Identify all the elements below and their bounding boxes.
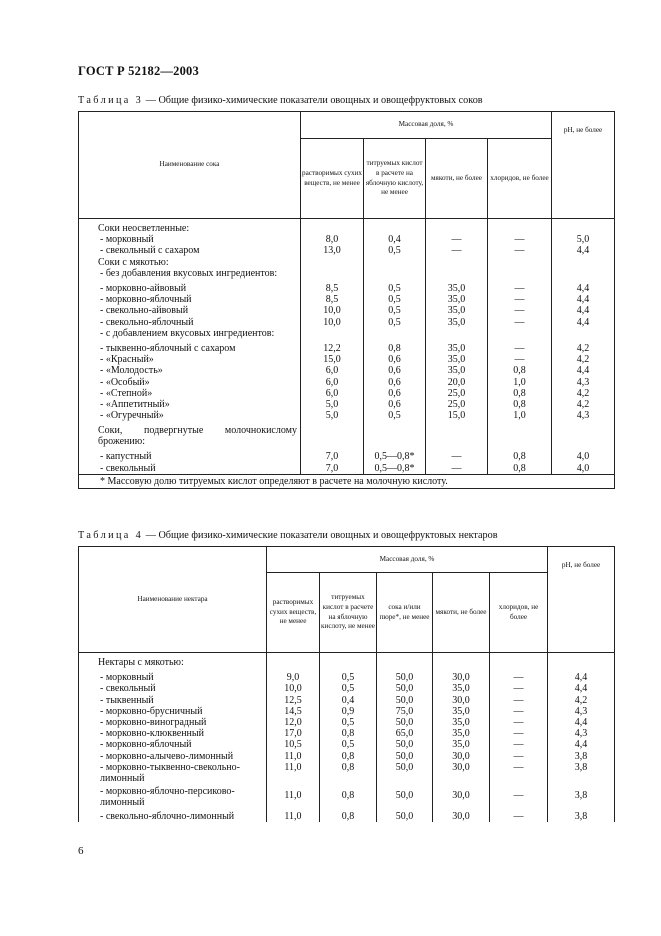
row-name: Нектары с мякотью: <box>79 653 267 669</box>
cell-acids: 0,5 <box>320 672 377 683</box>
cell-solids: 6,0 <box>301 388 364 399</box>
row-name: - морковно-яблочный <box>79 739 267 750</box>
page-number: 6 <box>78 845 84 857</box>
cell-ph: 4,4 <box>552 365 615 376</box>
row-name: - с добавлением вкусовых ингредиентов: <box>79 328 301 339</box>
table-row <box>79 245 615 256</box>
cell-pulp: 30,0 <box>433 672 490 683</box>
cell-solids: 11,0 <box>267 808 320 822</box>
cell-juice: 50,0 <box>377 683 433 694</box>
row-name: - свекольно-айвовый <box>79 305 301 316</box>
cell-acids: 0,4 <box>364 234 426 245</box>
cell-ph: 4,4 <box>552 317 615 328</box>
cell-acids: 0,6 <box>364 354 426 365</box>
cell-chlorides: — <box>490 683 548 694</box>
table-row <box>79 751 615 762</box>
cell-ph: 4,4 <box>548 672 615 683</box>
table-row <box>79 257 615 268</box>
row-name: - без добавления вкусовых ингредиентов: <box>79 268 301 279</box>
row-name: - «Молодость» <box>79 365 301 376</box>
table-row <box>79 305 615 316</box>
row-name: - тыквенно-яблочный с сахаром <box>79 343 301 354</box>
row-name: Соки, подвергнутые молочнокислому брожению: <box>79 421 301 447</box>
table3-header-acids: титруемых кислот в расчете на яблочную кислоту, не менее <box>364 139 426 219</box>
cell-ph: 4,3 <box>548 706 615 717</box>
table-row <box>79 672 615 683</box>
cell-ph: 3,8 <box>548 751 615 762</box>
cell-chlorides: 1,0 <box>488 410 552 421</box>
cell-solids: 10,0 <box>267 683 320 694</box>
cell-ph: 4,4 <box>548 717 615 728</box>
table-row <box>79 784 615 808</box>
table4-header-ph: pH, не более <box>548 547 615 653</box>
row-name: - «Особый» <box>79 377 301 388</box>
table3 <box>78 111 615 489</box>
cell-chlorides: 0,8 <box>488 399 552 410</box>
cell-ph: 3,8 <box>548 808 615 822</box>
cell-solids: 12,0 <box>267 717 320 728</box>
cell-solids: 11,0 <box>267 784 320 808</box>
row-name: - морковно-виноградный <box>79 717 267 728</box>
cell-chlorides: — <box>490 739 548 750</box>
cell-solids: 7,0 <box>301 451 364 462</box>
cell-solids: 8,5 <box>301 294 364 305</box>
cell-pulp: — <box>426 245 488 256</box>
table3-caption <box>78 95 483 106</box>
table-row <box>79 717 615 728</box>
table-row <box>79 268 615 279</box>
table-row <box>79 410 615 421</box>
table4 <box>78 546 615 822</box>
table3-body <box>79 219 615 489</box>
cell-acids: 0,6 <box>364 388 426 399</box>
cell-acids: 0,5—0,8* <box>364 451 426 462</box>
cell-juice: 50,0 <box>377 695 433 706</box>
cell-solids: 6,0 <box>301 377 364 388</box>
cell-solids: 8,0 <box>301 234 364 245</box>
cell-acids: 0,5 <box>364 283 426 294</box>
table-row <box>79 317 615 328</box>
table-row <box>79 695 615 706</box>
cell-pulp: 25,0 <box>426 388 488 399</box>
cell-solids: 12,5 <box>267 695 320 706</box>
cell-acids: 0,5 <box>364 410 426 421</box>
cell-pulp: 35,0 <box>433 717 490 728</box>
table-row <box>79 283 615 294</box>
cell-chlorides: — <box>488 245 552 256</box>
cell-pulp: 30,0 <box>433 808 490 822</box>
table3-header-name: Наименование сока <box>79 112 301 219</box>
cell-ph: 4,3 <box>552 377 615 388</box>
cell-chlorides: — <box>490 762 548 784</box>
cell-chlorides: — <box>488 317 552 328</box>
row-name: - свекольно-яблочно-лимонный <box>79 808 267 822</box>
cell-ph: 4,4 <box>552 245 615 256</box>
cell-solids: 10,0 <box>301 305 364 316</box>
cell-ph: 5,0 <box>552 234 615 245</box>
table-row <box>79 728 615 739</box>
row-name: Соки с мякотью: <box>79 257 301 268</box>
table-row <box>79 343 615 354</box>
cell-juice: 50,0 <box>377 784 433 808</box>
table3-header-ph: pH, не более <box>552 112 615 219</box>
row-name: - свекольный <box>79 463 301 475</box>
cell-pulp: 30,0 <box>433 751 490 762</box>
table-row <box>79 706 615 717</box>
cell-acids: 0,8 <box>320 784 377 808</box>
table3-caption-text: — Общие физико-химические показатели овощных и овощефруктовых соков <box>143 95 483 106</box>
cell-acids: 0,8 <box>364 343 426 354</box>
cell-acids: 0,8 <box>320 762 377 784</box>
cell-solids: 13,0 <box>301 245 364 256</box>
cell-solids: 7,0 <box>301 463 364 475</box>
cell-solids: 9,0 <box>267 672 320 683</box>
table-row <box>79 328 615 339</box>
row-name: - морковно-алычево-лимонный <box>79 751 267 762</box>
cell-chlorides: — <box>490 784 548 808</box>
cell-ph: 4,0 <box>552 451 615 462</box>
table4-body <box>79 653 615 823</box>
table-row <box>79 451 615 462</box>
cell-ph: 4,3 <box>548 728 615 739</box>
cell-pulp: 35,0 <box>426 283 488 294</box>
cell-acids: 0,5 <box>364 245 426 256</box>
cell-acids: 0,4 <box>320 695 377 706</box>
cell-chlorides: — <box>490 808 548 822</box>
cell-pulp: 35,0 <box>426 365 488 376</box>
cell-ph: 4,2 <box>552 354 615 365</box>
cell-pulp: — <box>426 234 488 245</box>
row-name: - морковно-айвовый <box>79 283 301 294</box>
table-row <box>79 399 615 410</box>
cell-pulp: 35,0 <box>426 317 488 328</box>
cell-solids: 14,5 <box>267 706 320 717</box>
cell-juice: 50,0 <box>377 751 433 762</box>
table4-caption-text: — Общие физико-химические показатели овощных и овощефруктовых нектаров <box>143 530 498 541</box>
cell-solids: 11,0 <box>267 751 320 762</box>
cell-pulp: — <box>426 451 488 462</box>
cell-pulp: 35,0 <box>426 294 488 305</box>
row-name: - свекольно-яблочный <box>79 317 301 328</box>
row-name: - «Аппетитный» <box>79 399 301 410</box>
table3-header-chlorides: хлоридов, не более <box>488 139 552 219</box>
cell-juice: 65,0 <box>377 728 433 739</box>
cell-juice: 50,0 <box>377 808 433 822</box>
cell-chlorides: — <box>490 717 548 728</box>
row-name: - «Степной» <box>79 388 301 399</box>
row-name: - тыквенный <box>79 695 267 706</box>
cell-ph: 4,2 <box>552 399 615 410</box>
cell-solids: 5,0 <box>301 410 364 421</box>
row-name: - свекольный с сахаром <box>79 245 301 256</box>
table3-caption-label: Таблица 3 <box>78 95 144 106</box>
cell-pulp: 15,0 <box>426 410 488 421</box>
cell-pulp: 35,0 <box>426 305 488 316</box>
cell-pulp: 35,0 <box>433 683 490 694</box>
cell-pulp: 35,0 <box>433 706 490 717</box>
cell-ph: 3,8 <box>548 784 615 808</box>
row-name: - морковно-клюквенный <box>79 728 267 739</box>
cell-ph: 4,4 <box>552 305 615 316</box>
table4-caption-label: Таблица 4 <box>78 530 144 541</box>
document-header: ГОСТ Р 52182—2003 <box>78 64 199 78</box>
table-row <box>79 377 615 388</box>
cell-acids: 0,5 <box>320 739 377 750</box>
cell-pulp: 35,0 <box>433 739 490 750</box>
table-row <box>79 354 615 365</box>
table4-caption <box>78 530 498 541</box>
cell-solids: 8,5 <box>301 283 364 294</box>
row-name: - морковно-яблочный <box>79 294 301 305</box>
cell-solids: 10,0 <box>301 317 364 328</box>
cell-solids: 11,0 <box>267 762 320 784</box>
cell-pulp: — <box>426 463 488 475</box>
cell-pulp: 30,0 <box>433 762 490 784</box>
cell-juice: 50,0 <box>377 762 433 784</box>
cell-chlorides: — <box>490 728 548 739</box>
cell-pulp: 35,0 <box>433 728 490 739</box>
cell-acids: 0,5 <box>320 717 377 728</box>
cell-acids: 0,8 <box>320 751 377 762</box>
table-row <box>79 388 615 399</box>
row-name: Соки неосветленные: <box>79 219 301 235</box>
table4-header-acids: титруемых кислот в расчете на яблочную кислоту, не менее <box>320 573 377 653</box>
cell-ph: 4,4 <box>552 283 615 294</box>
row-name: - свекольный <box>79 683 267 694</box>
cell-chlorides: 0,8 <box>488 365 552 376</box>
cell-ph: 4,3 <box>552 410 615 421</box>
cell-ph: 4,2 <box>552 343 615 354</box>
table-row <box>79 421 615 447</box>
cell-chlorides: — <box>490 695 548 706</box>
cell-ph: 3,8 <box>548 762 615 784</box>
cell-acids: 0,6 <box>364 377 426 388</box>
cell-acids: 0,6 <box>364 365 426 376</box>
cell-acids: 0,6 <box>364 399 426 410</box>
cell-acids: 0,9 <box>320 706 377 717</box>
cell-chlorides: — <box>490 751 548 762</box>
cell-ph: 4,4 <box>552 294 615 305</box>
table-row <box>79 739 615 750</box>
cell-chlorides: — <box>490 672 548 683</box>
cell-chlorides: — <box>488 305 552 316</box>
table3-header-solids: растворимых сухих веществ, не менее <box>301 139 364 219</box>
row-name: - «Красный» <box>79 354 301 365</box>
row-name: - морковный <box>79 672 267 683</box>
cell-pulp: 35,0 <box>426 354 488 365</box>
cell-acids: 0,8 <box>320 808 377 822</box>
table3-footnote: * Массовую долю титруемых кислот определяют в расчете на молочную кислоту. <box>79 474 615 488</box>
cell-acids: 0,5—0,8* <box>364 463 426 475</box>
table4-header-pulp: мякоти, не более <box>433 573 490 653</box>
cell-pulp: 30,0 <box>433 695 490 706</box>
table-row <box>79 234 615 245</box>
table-row <box>79 653 615 669</box>
cell-juice: 50,0 <box>377 672 433 683</box>
cell-chlorides: — <box>490 706 548 717</box>
cell-solids: 6,0 <box>301 365 364 376</box>
cell-solids: 12,2 <box>301 343 364 354</box>
cell-solids: 17,0 <box>267 728 320 739</box>
cell-chlorides: 1,0 <box>488 377 552 388</box>
cell-chlorides: — <box>488 283 552 294</box>
table4-header-mass-fraction: Массовая доля, % <box>267 547 548 573</box>
table-row <box>79 762 615 784</box>
cell-ph: 4,2 <box>548 695 615 706</box>
table-row <box>79 808 615 822</box>
cell-ph: 4,2 <box>552 388 615 399</box>
cell-chlorides: 0,8 <box>488 388 552 399</box>
cell-acids: 0,5 <box>364 294 426 305</box>
cell-acids: 0,5 <box>364 317 426 328</box>
cell-solids: 10,5 <box>267 739 320 750</box>
row-name: - капустный <box>79 451 301 462</box>
row-name: - морковно-брусничный <box>79 706 267 717</box>
cell-chlorides: — <box>488 234 552 245</box>
table3-header-mass-fraction: Массовая доля, % <box>301 112 552 139</box>
row-name: - морковно-тыквенно-свекольно-лимонный <box>79 762 267 784</box>
cell-pulp: 35,0 <box>426 343 488 354</box>
cell-acids: 0,5 <box>320 683 377 694</box>
cell-ph: 4,4 <box>548 739 615 750</box>
cell-chlorides: — <box>488 343 552 354</box>
cell-ph: 4,4 <box>548 683 615 694</box>
table4-header-juice: сока и/или пюре*, не менее <box>377 573 433 653</box>
cell-chlorides: — <box>488 294 552 305</box>
cell-juice: 75,0 <box>377 706 433 717</box>
cell-solids: 5,0 <box>301 399 364 410</box>
row-name: - «Огуречный» <box>79 410 301 421</box>
cell-pulp: 30,0 <box>433 784 490 808</box>
table4-header-solids: растворимых сухих веществ, не менее <box>267 573 320 653</box>
table3-header-pulp: мякоти, не более <box>426 139 488 219</box>
table-row <box>79 365 615 376</box>
table-row <box>79 219 615 235</box>
cell-chlorides: 0,8 <box>488 463 552 475</box>
cell-pulp: 20,0 <box>426 377 488 388</box>
cell-juice: 50,0 <box>377 739 433 750</box>
cell-acids: 0,8 <box>320 728 377 739</box>
table-row <box>79 294 615 305</box>
row-name: - морковно-яблочно-персиково-лимонный <box>79 784 267 808</box>
cell-juice: 50,0 <box>377 717 433 728</box>
cell-solids: 15,0 <box>301 354 364 365</box>
table4-header-chlorides: хлоридов, не более <box>490 573 548 653</box>
table-row <box>79 463 615 475</box>
cell-chlorides: — <box>488 354 552 365</box>
cell-chlorides: 0,8 <box>488 451 552 462</box>
cell-acids: 0,5 <box>364 305 426 316</box>
table-row <box>79 683 615 694</box>
cell-ph: 4,0 <box>552 463 615 475</box>
table4-header-name: Наименование нектара <box>79 547 267 653</box>
cell-pulp: 25,0 <box>426 399 488 410</box>
row-name: - морковный <box>79 234 301 245</box>
